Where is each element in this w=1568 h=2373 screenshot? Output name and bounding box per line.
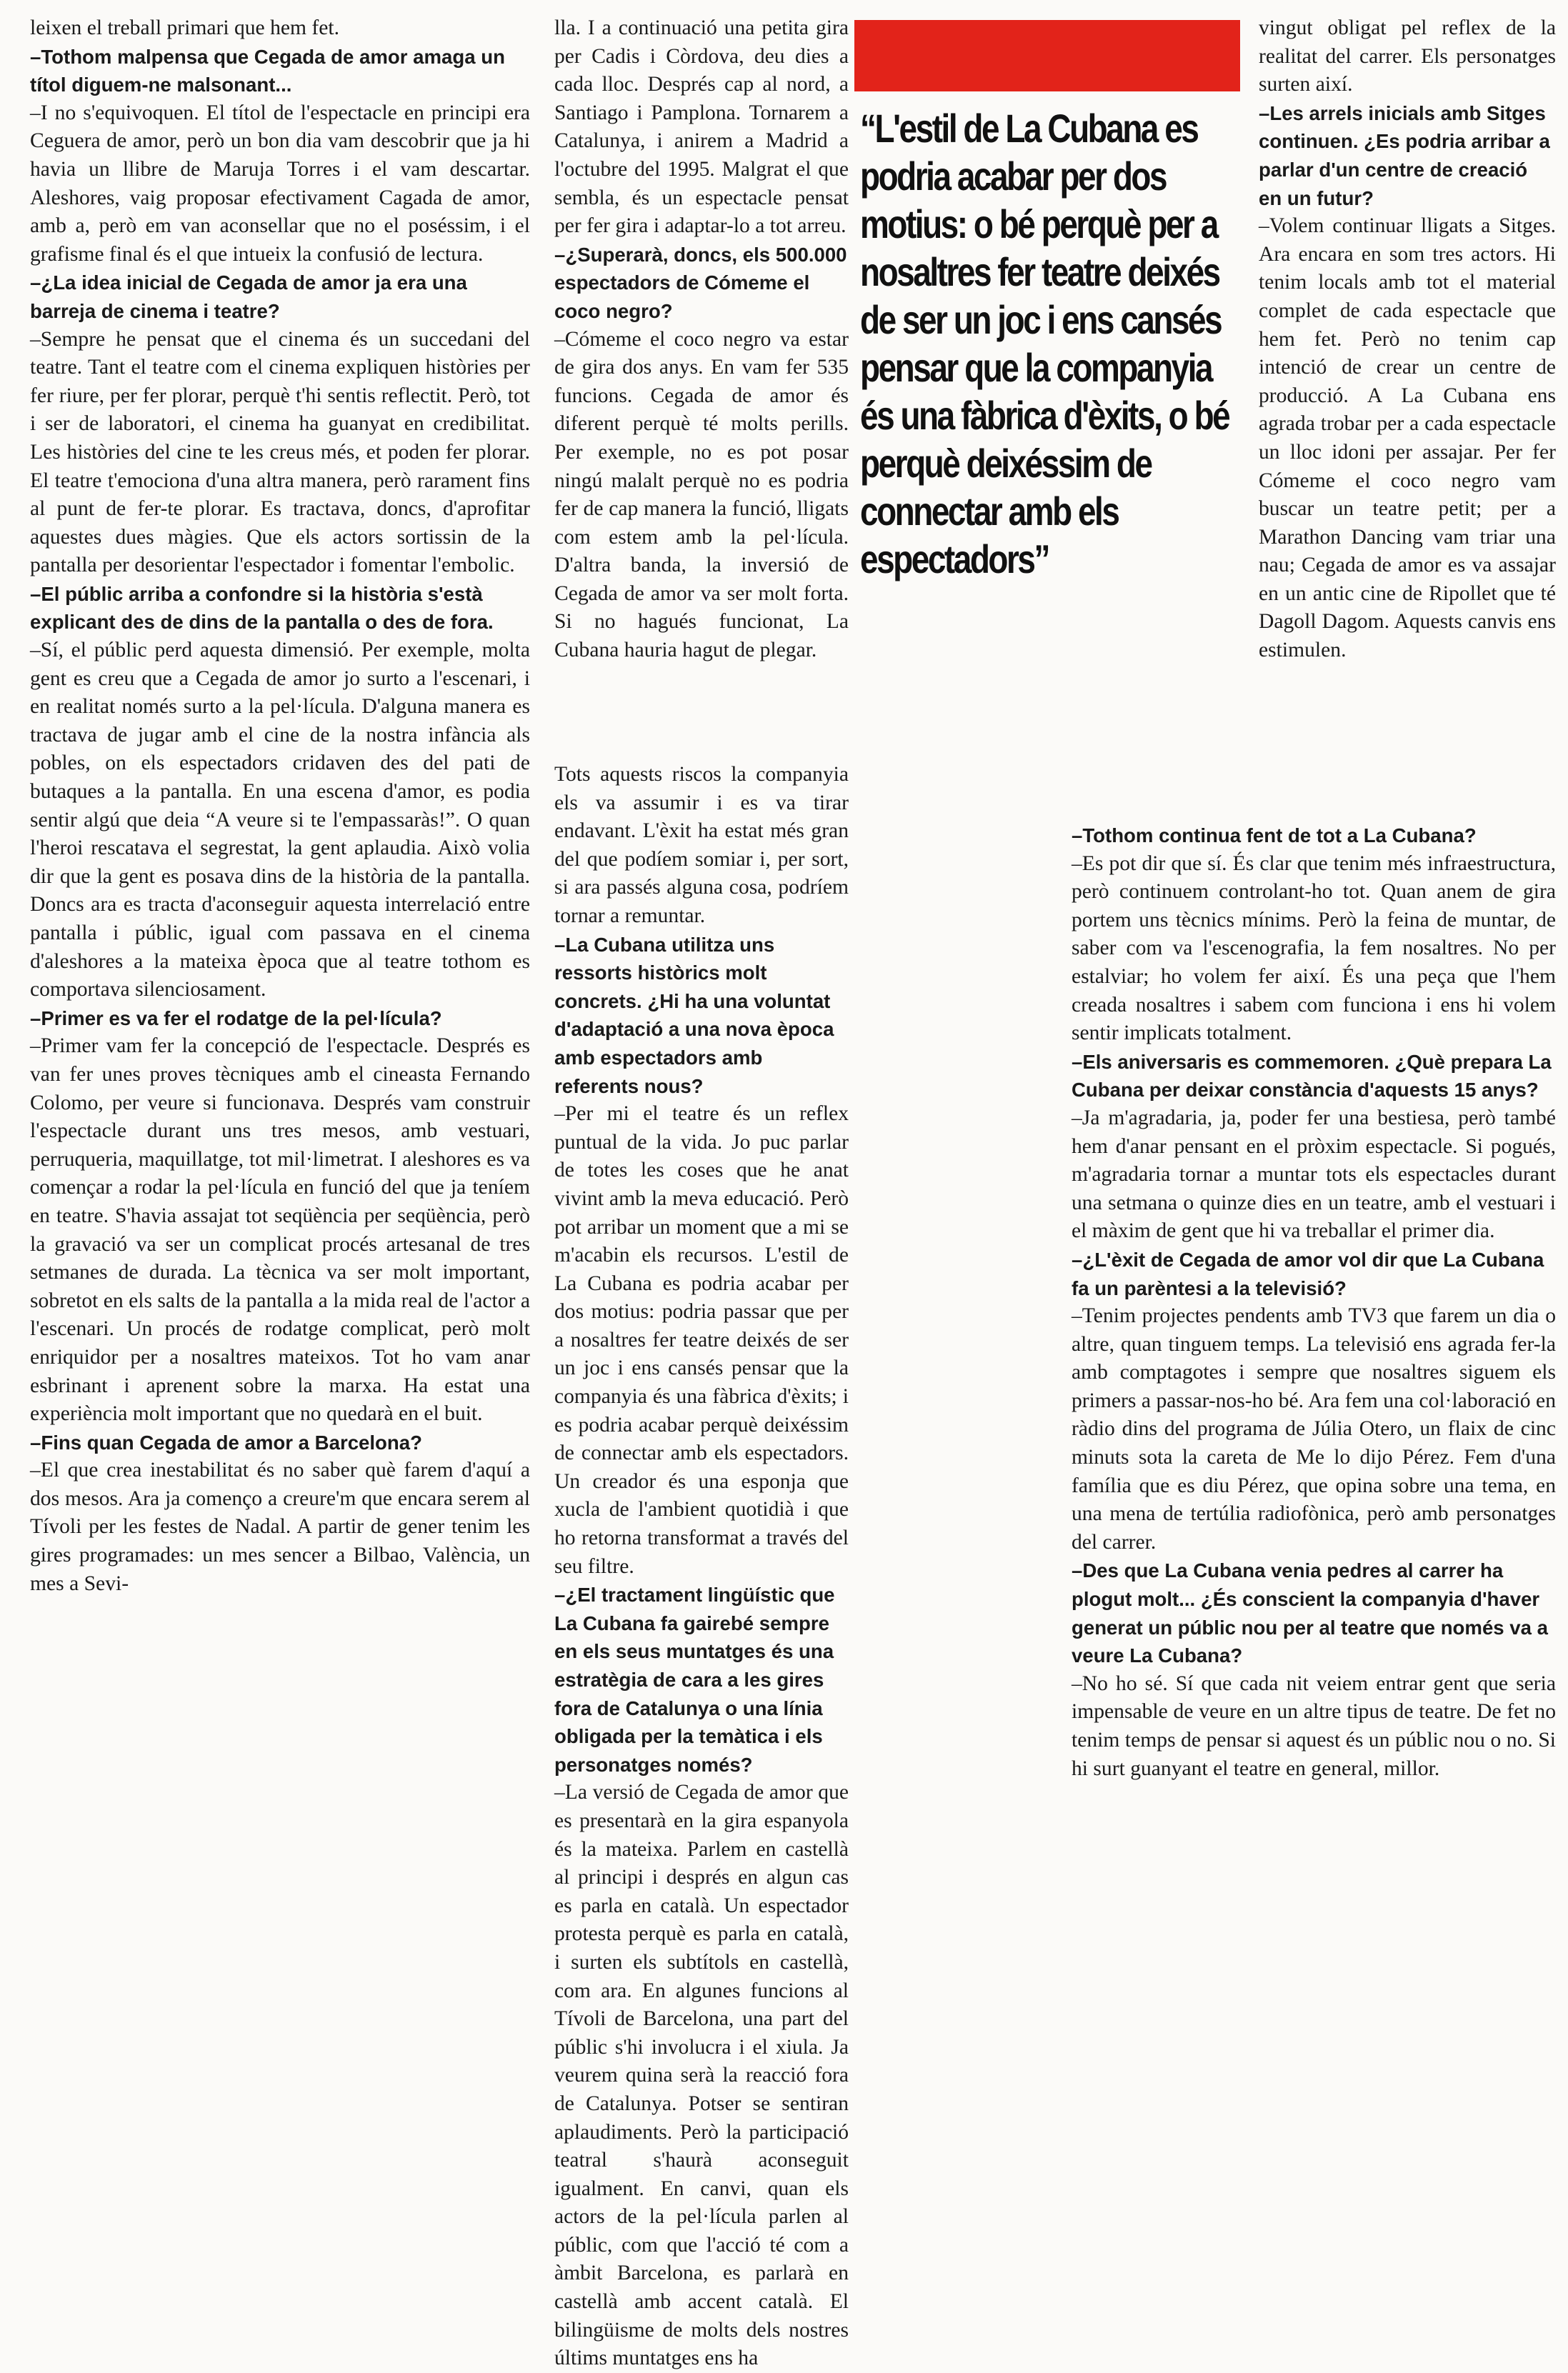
question-heading: –Des que La Cubana venia pedres al carrer ha plogut molt... ¿És conscient la companyia d'haver generat un públic nou per al teatre que només va a veure La Cubana? xyxy=(1072,1559,1549,1667)
answer-paragraph: –No ho sé. Sí que cada nit veiem entrar gent que seria impensable de veure en un altre tipus de teatre. De fet no tenim temps de pensar si aquest és un públic nou o no. Si hi surt guanyant el teatre en general, millor. xyxy=(1072,1672,1556,1780)
answer-paragraph: –La versió de Cegada de amor que es presentarà en la gira espanyola és la mateixa. Parlem en castellà al principi i després en algun cas es parla en català. Un espectador protesta perquè es parla en català, i surten els subtítols en castellà, com ara. En algunes funcions al Tívoli de Barcelona, una part del públic s'hi involucra i el xiula. Ja veurem quina serà la reacció fora de Catalunya. Potser se sentiran aplaudiments. Però la participació teatral s'haurà aconseguit igualment. En canvi, quan els actors de la pel·lícula parlen al públic, com que l'acció té com a àmbit Barcelona, es parlarà en castellà amb accent català. El bilingüisme de molts dels nostres últims muntatges ens ha xyxy=(554,1781,849,2370)
answer-paragraph: –Per mi el teatre és un reflex puntual de la vida. Jo puc parlar de totes les coses que he anat vivint amb la meva educació. Però pot arribar un moment que a mi se m'acabin els recursos. L'estil de La Cubana es podria acabar per dos motius: podria passar que per a nosaltres fer teatre deixés de ser un joc i ens cansés pensar que la companyia és una fàbrica d'èxits; i es podria acabar perquè deixéssim de connectar amb els espectadors. Un creador és una esponja que xucla de l'ambient quotidià i que ho retorna transformat a través del seu filtre. xyxy=(554,1102,849,1578)
question-heading: –Tothom malpensa que Cegada de amor amaga un títol diguem-ne malsonant... xyxy=(30,45,505,96)
question-heading: –¿Superarà, doncs, els 500.000 espectadors de Cómeme el coco negro? xyxy=(554,243,847,322)
question-heading: –La Cubana utilitza uns ressorts històrics molt concrets. ¿Hi ha una voluntat d'adaptació a una nova època amb espectadors amb referents nous? xyxy=(554,933,834,1097)
column-2-bottom xyxy=(554,761,849,2370)
question-heading: –Els aniversaris es commemoren. ¿Què prepara La Cubana per deixar constància d'aquests 15 anys? xyxy=(1072,1050,1552,1101)
answer-paragraph: –Cómeme el coco negro va estar de gira dos anys. En vam fer 535 funcions. Cegada de amor és diferent perquè té molts perills. Per exemple, no es pot posar ningú malalt perquè no es podria fer de cap manera la funció, lligats com estem amb la pel·lícula. D'altra banda, la inversió de Cegada de amor va ser molt forta. Si no hagués funcionat, La Cubana hauria hagut de plegar. xyxy=(554,327,849,662)
answer-paragraph: vingut obligat pel reflex de la realitat del carrer. Els personatges surten així. xyxy=(1259,16,1556,96)
column-3-bottom xyxy=(1072,821,1556,2047)
answer-paragraph: lla. I a continuació una petita gira per Cadis i Còrdova, deu dies a cada lloc. Després cap al nord, a Santiago i Pamplona. Tornarem a Catalunya, i anirem a Madrid a l'octubre del 1995. Malgrat el que sembla, és un espectacle pensat per fer gira i adaptar-lo a tot arreu. xyxy=(554,16,849,238)
question-heading: –Les arrels inicials amb Sitges continuen. ¿Es podria arribar a parlar d'un centre de creació en un futur? xyxy=(1259,101,1550,209)
pull-quote: “L'estil de La Cubana es podria acabar per dos motius: o bé perquè per a nosaltres fer teatre deixés de ser un joc i ens cansés pensar que la companyia és una fàbrica d'èxits, o bé perquè deixéssim de connectar amb els espectadors” xyxy=(860,106,1229,581)
question-heading: –Tothom continua fent de tot a La Cubana? xyxy=(1072,824,1477,846)
column-1 xyxy=(30,14,530,2047)
answer-paragraph: –Sí, el públic perd aquesta dimensió. Per exemple, molta gent es creu que a Cegada de amor jo surto a l'escenari, i en realitat només surto a la pel·lícula. D'alguna manera es tractava de jugar amb el cine de la nostra infància als pobles, on els espectadors cridaven des del pati de butaques a la pantalla. En una escena d'amor, es podia sentir algú que deia “A veure si te l'empassaràs!”. O quan l'heroi rescatava el segrestat, la gent aplaudia. Això volia dir que la gent es posava dins de la història de la pantalla. Doncs ara es tracta d'aconseguir aquesta interrelació entre pantalla i públic, igual com passava en el cinema d'aleshores a la mateixa època que al teatre tothom es comportava silenciosament. xyxy=(30,639,530,1001)
answer-paragraph: –Volem continuar lligats a Sitges. Ara encara en som tres actors. Hi tenim locals amb tot el material complet de cada espectacle que hem fet. Però no tenim cap intenció de crear un centre de producció. A La Cubana ens agrada trobar per a cada espectacle un lloc idoni per assajar. Per fer Cómeme el coco negro vam buscar un teatre petit; per a Marathon Dancing vam triar una nau; Cegada de amor es va assajar en un antic cine de Ripollet que té Dagoll Dagom. Aquests canvis ens estimulen. xyxy=(1259,214,1556,662)
column-2-top xyxy=(554,14,849,761)
question-heading: –¿La idea inicial de Cegada de amor ja era una barreja de cinema i teatre? xyxy=(30,271,467,322)
red-accent-bar xyxy=(854,20,1240,91)
answer-paragraph: –Sempre he pensat que el cinema és un succedani del teatre. Tant el teatre com el cinema expliquen històries per fer riure, per fer plorar, perquè t'hi sentis reflectit. Però, tot i ser de laboratori, el cinema ha guanyat en credibilitat. Les històries del cine te les creus més, et poden fer plorar. El teatre t'emociona d'una altra manera, però rarament fins al punt de fer-te plorar. Es tractava, doncs, d'aprofitar aquestes dues màgies. Que els actors sortissin de la pantalla per desorientar l'espectador i fomentar l'embolic. xyxy=(30,327,530,577)
answer-paragraph: –Es pot dir que sí. És clar que tenim més infraestructura, però continuem controlant-ho tot. Quan anem de gira portem uns tècnics mínims. Però la feina de muntar, de saber com va l'escenografia, la fem nosaltres. No per estalviar; ho volem fer així. És una peça que l'hem creada nosaltres i sabem com funciona i ens hi volem sentir implicats totalment. xyxy=(1072,851,1556,1045)
column-3-top xyxy=(1259,14,1556,821)
answer-paragraph: –Ja m'agradaria, ja, poder fer una bestiesa, però també hem d'anar pensant en el pròxim espectacle. Si pogués, m'agradaria tornar a muntar tots els espectacles durant una setmana o quinze dies en un teatre, amb el vestuari i el màxim de gent que hi va treballar el primer dia. xyxy=(1072,1106,1556,1243)
answer-paragraph: Tots aquests riscos la companyia els va assumir i es va tirar endavant. L'èxit ha estat més gran del que podíem somiar i, per sort, si ara passés alguna cosa, podríem tornar a remuntar. xyxy=(554,763,849,927)
answer-paragraph: –El que crea inestabilitat és no saber què farem d'aquí a dos mesos. Ara ja començo a creure'm que encara serem al Tívoli per les festes de Nadal. A partir de gener tenim les gires programades: un mes sencer a Bilbao, València, un mes a Sevi- xyxy=(30,1459,530,1595)
answer-paragraph: –Primer vam fer la concepció de l'espectacle. Després es van fer unes proves tècniques amb el cineasta Fernando Colomo, per veure si funcionava. Després vam construir l'espectacle durant uns tres mesos, amb vestuari, perruqueria, maquillatge, tot mil·limetrat. I aleshores es va començar a rodar la pel·lícula en funció del que ja teníem en teatre. S'havia assajat tot seqüència per seqüència, però la gravació va ser un complicat procés artesanal de tres setmanes de durada. La tècnica va ser molt important, sobretot en els salts de la pantalla a la mida real de l'actor a l'escenari. Un procés de rodatge complicat, però molt enriquidor per a nosaltres mateixos. Tot ho vam anar esbrinant i aprenent sobre la marxa. Ha estat una experiència molt important que no quedarà en el buit. xyxy=(30,1034,530,1426)
answer-paragraph: –Tenim projectes pendents amb TV3 que farem un dia o altre, quan tinguem temps. La televisió ens agrada fer-la amb comptagotes i sempre que nosaltres siguem els primers a passar-nos-ho bé. Ara fem una col·laboració en ràdio dins del programa de Júlia Otero, un flaix de cinc minuts sota la careta de Me lo dijo Pérez. Fem d'una família que es diu Pérez, que opina sobre una tema, en una mena de tertúlia radiofònica, però amb personatges del carrer. xyxy=(1072,1304,1556,1554)
question-heading: –Primer es va fer el rodatge de la pel·lícula? xyxy=(30,1006,442,1029)
question-heading: –El públic arriba a confondre si la història s'està explicant des de dins de la pantalla o des de fora. xyxy=(30,582,494,634)
answer-paragraph: –I no s'equivoquen. El títol de l'espectacle en principi era Ceguera de amor, però un bon dia vam descobrir que ja hi havia un llibre de Maruja Torres i el vam descartar. Aleshores, vaig proposar efectivament Cagada de amor, amb a, però em van aconsellar que no el poséssim, i el grafisme final és el que intueix la confusió de lectura. xyxy=(30,101,530,266)
question-heading: –Fins quan Cegada de amor a Barcelona? xyxy=(30,1431,422,1454)
question-heading: –¿L'èxit de Cegada de amor vol dir que La Cubana fa un parèntesi a la televisió? xyxy=(1072,1248,1544,1299)
question-heading: –¿El tractament lingüístic que La Cubana fa gairebé sempre en els seus muntatges és una estratègia de cara a les gires fora de Catalunya o una línia obligada per la temàtica i els personatges només? xyxy=(554,1584,835,1776)
answer-paragraph: leixen el treball primari que hem fet. xyxy=(30,16,340,39)
